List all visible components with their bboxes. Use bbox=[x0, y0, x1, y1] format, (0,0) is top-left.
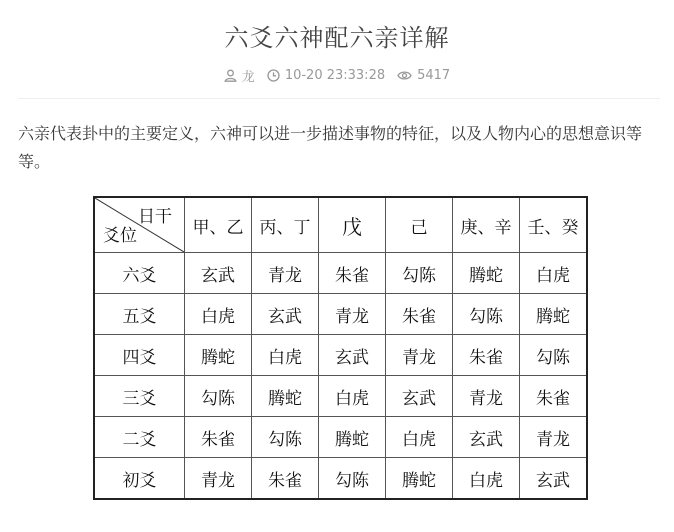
table-cell: 玄武 bbox=[252, 294, 319, 335]
row-label: 五爻 bbox=[94, 294, 185, 335]
publish-time bbox=[267, 68, 385, 83]
publish-date: 10-20 23:33:28 bbox=[284, 68, 386, 83]
row-label: 二爻 bbox=[94, 417, 185, 458]
table-cell: 青龙 bbox=[185, 458, 252, 500]
column-header: 己 bbox=[386, 197, 453, 253]
row-label: 四爻 bbox=[94, 335, 185, 376]
table-cell: 腾蛇 bbox=[185, 335, 252, 376]
table-cell: 朱雀 bbox=[520, 376, 588, 417]
row-label: 初爻 bbox=[94, 458, 185, 500]
table-row bbox=[94, 253, 587, 294]
table-cell: 玄武 bbox=[319, 335, 386, 376]
corner-cell bbox=[94, 197, 185, 253]
table-cell: 白虎 bbox=[252, 335, 319, 376]
author-name: 龙 bbox=[241, 70, 255, 85]
table-cell: 腾蛇 bbox=[252, 376, 319, 417]
page-title: 六爻六神配六亲详解 bbox=[224, 24, 450, 52]
table-cell: 白虎 bbox=[185, 294, 252, 335]
table-cell: 青龙 bbox=[319, 294, 386, 335]
corner-top-label: 日干 bbox=[138, 207, 172, 227]
user-icon bbox=[224, 69, 237, 82]
view-count bbox=[397, 68, 450, 83]
row-label: 六爻 bbox=[94, 253, 185, 294]
column-header: 甲、乙 bbox=[185, 197, 252, 253]
table-cell: 朱雀 bbox=[319, 253, 386, 294]
table-cell: 朱雀 bbox=[453, 335, 520, 376]
table-cell: 朱雀 bbox=[386, 294, 453, 335]
intro-paragraph: 六亲代表卦中的主要定义，六神可以进一步描述事物的特征，以及人物内心的思想意识等等。 bbox=[18, 124, 643, 171]
table-cell: 青龙 bbox=[386, 335, 453, 376]
table-cell: 勾陈 bbox=[386, 253, 453, 294]
column-header: 庚、辛 bbox=[453, 197, 520, 253]
table-row bbox=[94, 417, 587, 458]
corner-bottom-label: 爻位 bbox=[103, 226, 137, 246]
row-label: 三爻 bbox=[94, 376, 185, 417]
table-cell: 青龙 bbox=[520, 417, 588, 458]
table-cell: 勾陈 bbox=[185, 376, 252, 417]
column-header: 丙、丁 bbox=[252, 197, 319, 253]
table-row bbox=[94, 294, 587, 335]
table-cell: 青龙 bbox=[453, 376, 520, 417]
table-cell: 勾陈 bbox=[252, 417, 319, 458]
author[interactable] bbox=[224, 66, 255, 85]
table-cell: 青龙 bbox=[252, 253, 319, 294]
table-cell: 腾蛇 bbox=[453, 253, 520, 294]
article-meta bbox=[0, 66, 674, 85]
table-cell: 勾陈 bbox=[520, 335, 588, 376]
table-cell: 白虎 bbox=[453, 458, 520, 500]
table-cell: 玄武 bbox=[453, 417, 520, 458]
clock-icon bbox=[267, 69, 280, 82]
table-cell: 腾蛇 bbox=[386, 458, 453, 500]
table-cell: 白虎 bbox=[386, 417, 453, 458]
table-cell: 勾陈 bbox=[319, 458, 386, 500]
table-cell: 白虎 bbox=[520, 253, 588, 294]
table-cell: 腾蛇 bbox=[520, 294, 588, 335]
table-cell: 朱雀 bbox=[252, 458, 319, 500]
table-cell: 勾陈 bbox=[453, 294, 520, 335]
table-row bbox=[94, 376, 587, 417]
table-cell: 玄武 bbox=[185, 253, 252, 294]
column-header: 戊 bbox=[319, 197, 386, 253]
eye-icon bbox=[397, 70, 412, 81]
views-value: 5417 bbox=[417, 68, 451, 83]
table-row bbox=[94, 458, 587, 500]
table-header-row bbox=[94, 197, 587, 253]
table-row bbox=[94, 335, 587, 376]
header-divider bbox=[18, 98, 660, 99]
table-cell: 白虎 bbox=[319, 376, 386, 417]
table-cell: 玄武 bbox=[520, 458, 588, 500]
table-cell: 朱雀 bbox=[185, 417, 252, 458]
table-cell: 腾蛇 bbox=[319, 417, 386, 458]
liushen-table bbox=[93, 196, 588, 500]
table-cell: 玄武 bbox=[386, 376, 453, 417]
column-header: 壬、癸 bbox=[520, 197, 588, 253]
